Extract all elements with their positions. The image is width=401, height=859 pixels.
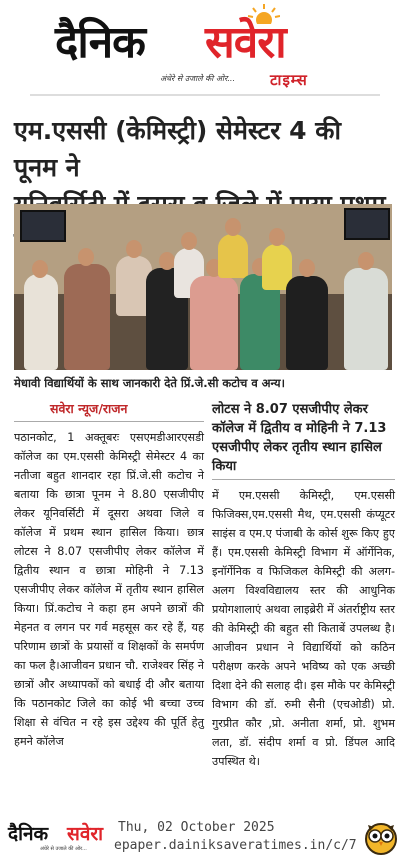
epaper-footer (0, 815, 401, 859)
photo-screen-right (344, 208, 390, 240)
footer-date: Thu, 02 October 2025 (118, 820, 275, 835)
photo-person (218, 234, 248, 278)
owl-mascot-icon (364, 819, 398, 855)
photo-head (78, 248, 94, 266)
headline-line-1: एम.एससी (केमिस्ट्री) सेमेस्टर 4 की पूनम ने (14, 116, 341, 182)
photo-head (225, 218, 241, 236)
article-column-right (212, 400, 395, 771)
brand-dainik: दैनिक (55, 17, 145, 68)
masthead (0, 0, 401, 100)
brand-savera: सवेरा (205, 17, 286, 68)
brand-tagline: अंधेरे से उजाले की ओर... (160, 74, 236, 83)
photo-caption: मेधावी विद्यार्थियों के साथ जानकारी देते प्रिं.जे.सी कटोच व अन्य। (14, 376, 285, 390)
photo-head (159, 252, 175, 270)
photo-head (269, 228, 285, 246)
masthead-divider (30, 94, 380, 96)
article-body-left: पठानकोट, 1 अक्तूबरः एसएमडीआरएसडी कॉलेज का एम.एससी केमिस्ट्री सेमेस्टर 4 का नतीजा बहुत शानदार रहा प्रिं.जे.सी कटोच ने बताया कि छात्रा पूनम ने 8.80 एसजीपीए लेकर यूनिवर्सिटी में दूसरा अथवा जिले व कॉलेज में प्रथम स्थान हासिल किया। छात्र लोटस ने 8.07 एसजीपीए लेकर कॉलेज में द्वितीय स्थान व छात्रा मोहिनी ने 7.13 एसजीपीए लेकर कॉलेज में तृतीय स्थान हासिल किया। प्रिं.कटोच ने कहा हम अपने छात्रों की मेहनत व लगन पर गर्व महसूस कर रहे हैं, यह परिणाम छात्रों के प्रयासों व शिक्षकों के समर्पण का फल है।आजीवन प्रधान चौ. राजेश्वर सिंह ने छात्रों और अध्यापकों को बधाई दी और बताया कि पठानकोट जिले का कोई भी बच्चा उच्च शिक्षा से वंचित न रहे इस उद्देश्य की पूर्ति हेतु हमने कॉलेज (14, 431, 204, 748)
article-byline: सवेरा न्यूज/राजन (14, 400, 204, 422)
photo-head (299, 259, 315, 277)
article-body-right: में एम.एससी केमिस्ट्री, एम.एससी फिजिक्स,एम.एससी मैथ, एम.एससी कंप्यूटर साइंस व एम.ए पंजाबी के कोर्स शुरू किए हुए हैं। एम.एससी केमिस्ट्री विभाग में ऑर्गेनिक, इनॉर्गेनिक व फिजिकल केमिस्ट्री की अलग-अलग विश्वविद्यालय स्तर की आधुनिक प्रयोगशालाएं अथवा लाइब्रेरी में अंतर्राष्ट्रीय स्तर की केमिस्ट्री की बहुत सी किताबें उपलब्ध है। आजीवन प्रधान ने विद्यार्थियों को कठिन परीक्षण करके अपने भविष्य को एक अच्छी दिशा देने की सलाह दी। इस मौके पर केमिस्ट्री विभाग की डॉ. रुमी सैनी (एचओडी) प्रो. गुरप्रीत कौर ,प्रो. अनीता शर्मा, प्रो. शुभम लता, डॉ. संदीप शर्मा व प्रो. डिंपल आदि उपस्थित थे। (212, 489, 395, 768)
footer-url[interactable]: epaper.dainiksaveratimes.in/c/7 (114, 838, 357, 853)
footer-tagline: अंधेरे से उजाले की ओर... (40, 846, 87, 852)
photo-head (358, 252, 374, 270)
photo-person (24, 274, 58, 370)
article-column-left (14, 400, 204, 751)
photo-head (126, 240, 142, 258)
photo-screen-left (20, 210, 66, 242)
footer-brand-dainik: दैनिक (8, 823, 49, 845)
article-subheadline: लोटस ने 8.07 एसजीपीए लेकर कॉलेज में द्वितीय व मोहिनी ने 7.13 एसजीपीए लेकर तृतीय स्थान हासिल किया (212, 400, 395, 480)
article-photo (14, 204, 392, 370)
photo-head (32, 260, 48, 278)
photo-person (64, 264, 110, 370)
footer-brand-savera: सवेरा (67, 823, 104, 845)
photo-head (181, 232, 197, 250)
brand-times: टाइम्स (270, 71, 308, 89)
photo-person (190, 276, 238, 370)
photo-person (286, 276, 328, 370)
photo-person (344, 268, 388, 370)
